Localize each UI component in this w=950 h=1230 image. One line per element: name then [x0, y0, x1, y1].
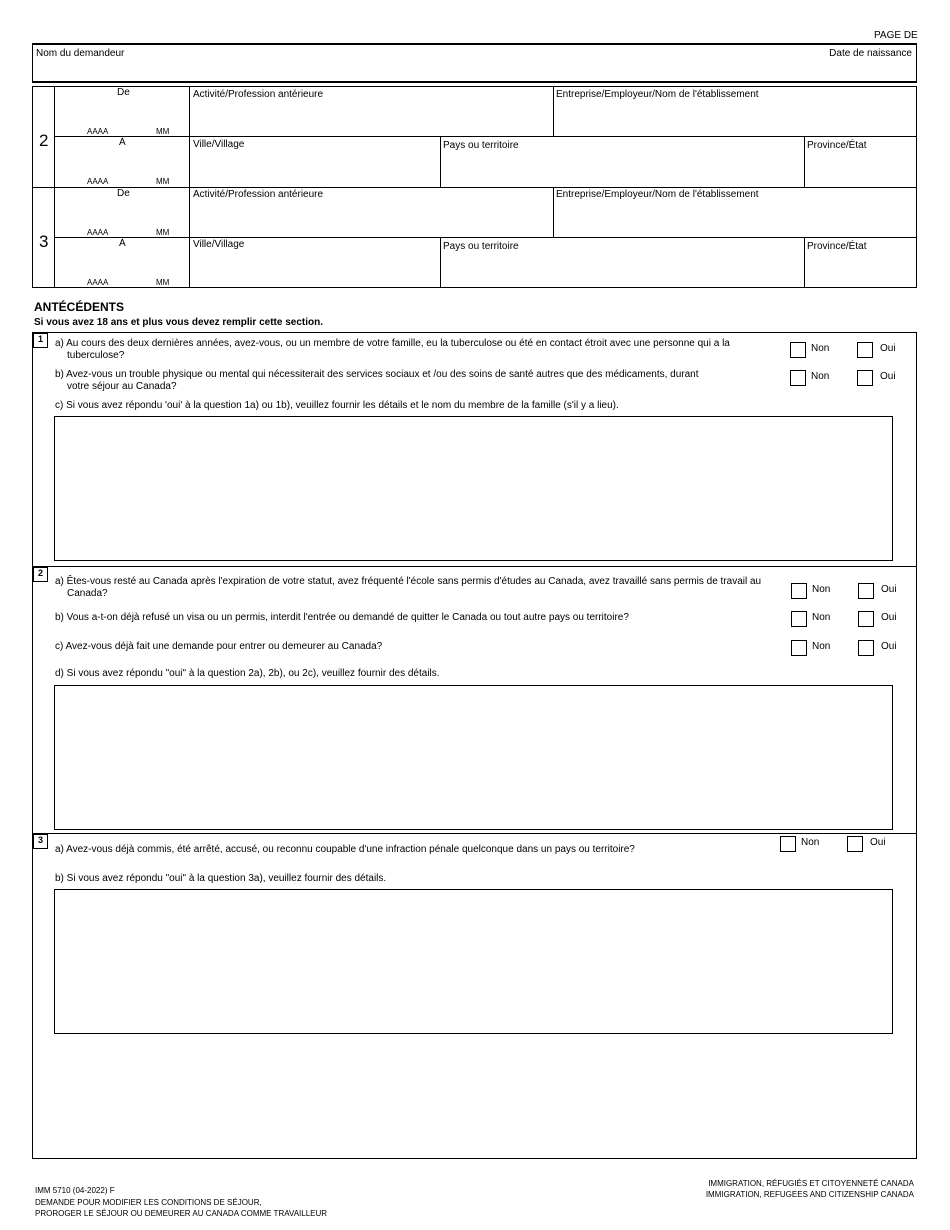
yes-label: Oui: [880, 371, 896, 382]
q2a-text-cont: Canada?: [67, 588, 108, 599]
q2b-no-checkbox[interactable]: [791, 611, 807, 627]
q2-details-field[interactable]: [54, 685, 893, 830]
q1b-text: b) Avez-vous un trouble physique ou mental qui nécessiterait des services sociaux et /ou des soins de santé autres que des médicaments, durant: [55, 369, 699, 380]
q1b-text-cont: votre séjour au Canada?: [67, 381, 177, 392]
background-title: ANTÉCÉDENTS: [34, 300, 125, 314]
applicant-header: [32, 43, 917, 83]
q2d-text: d) Si vous avez répondu "oui" à la question 2a), 2b), ou 2c), veuillez fournir des détails.: [55, 668, 440, 679]
q1a-yes-checkbox[interactable]: [857, 342, 873, 358]
employment-row-2: [32, 86, 917, 288]
date-of-birth-label: Date de naissance: [829, 48, 912, 59]
month-label: MM: [156, 127, 170, 136]
q1-details-field[interactable]: [54, 416, 893, 561]
form-title-line1: DEMANDE POUR MODIFIER LES CONDITIONS DE SÉJOUR,: [35, 1198, 262, 1207]
q3a-yes-checkbox[interactable]: [847, 836, 863, 852]
q2a-yes-checkbox[interactable]: [858, 583, 874, 599]
province-label: Province/État: [807, 241, 867, 252]
country-label: Pays ou territoire: [443, 140, 519, 151]
row-number: 3: [39, 232, 49, 251]
q1c-text: c) Si vous avez répondu 'oui' à la question 1a) ou 1b), veuillez fournir les détails et le nom du membre de la famille (s'il y a lieu).: [55, 400, 619, 411]
background-subtitle: Si vous avez 18 ans et plus vous devez remplir cette section.: [34, 317, 324, 328]
from-label: De: [117, 87, 130, 98]
form-title-line2: PROROGER LE SÉJOUR OU DEMEURER AU CANADA COMME TRAVAILLEUR: [35, 1209, 328, 1218]
city-label: Ville/Village: [193, 139, 245, 150]
yes-label: Oui: [880, 343, 896, 354]
q3a-no-checkbox[interactable]: [780, 836, 796, 852]
no-label: Non: [812, 641, 831, 652]
q3-details-field[interactable]: [54, 889, 893, 1034]
row-number: 2: [39, 131, 49, 150]
q2b-yes-checkbox[interactable]: [858, 611, 874, 627]
no-label: Non: [811, 371, 830, 382]
employer-label: Entreprise/Employeur/Nom de l'établissement: [556, 189, 759, 200]
no-label: Non: [801, 837, 820, 848]
q2a-no-checkbox[interactable]: [791, 583, 807, 599]
q2c-text: c) Avez-vous déjà fait une demande pour entrer ou demeurer au Canada?: [55, 641, 383, 652]
month-label: MM: [156, 228, 170, 237]
employer-label: Entreprise/Employeur/Nom de l'établissement: [556, 89, 759, 100]
month-label: MM: [156, 278, 170, 287]
department-fr: IMMIGRATION, RÉFUGIÉS ET CITOYENNETÉ CANADA: [708, 1179, 914, 1188]
question-number: 2: [33, 567, 48, 582]
page-label: PAGE DE: [874, 30, 918, 41]
yes-label: Oui: [881, 612, 897, 623]
yes-label: Oui: [870, 837, 886, 848]
activity-label: Activité/Profession antérieure: [193, 89, 324, 100]
department-en: IMMIGRATION, REFUGEES AND CITIZENSHIP CANADA: [705, 1190, 914, 1199]
q1a-text: a) Au cours des deux dernières années, avez-vous, ou un membre de votre famille, eu la tuberculose ou été en contact étroit avec une personne qui a la: [55, 338, 730, 349]
applicant-name-label: Nom du demandeur: [36, 48, 125, 59]
q2a-text: a) Êtes-vous resté au Canada après l'expiration de votre statut, avez fréquenté l'école sans permis d'études au Canada, avez travaillé sans permis de travail au: [55, 576, 762, 587]
q1b-yes-checkbox[interactable]: [857, 370, 873, 386]
country-label: Pays ou territoire: [443, 241, 519, 252]
no-label: Non: [812, 584, 831, 595]
q1a-text-cont: tuberculose?: [67, 350, 125, 361]
q3b-text: b) Si vous avez répondu "oui" à la question 3a), veuillez fournir des détails.: [55, 873, 387, 884]
activity-label: Activité/Profession antérieure: [193, 189, 324, 200]
province-label: Province/État: [807, 140, 867, 151]
q1b-no-checkbox[interactable]: [790, 370, 806, 386]
q2c-yes-checkbox[interactable]: [858, 640, 874, 656]
city-label: Ville/Village: [193, 239, 245, 250]
year-label: AAAA: [87, 127, 109, 136]
form-id: IMM 5710 (04-2022) F: [35, 1186, 115, 1195]
year-label: AAAA: [87, 228, 109, 237]
no-label: Non: [812, 612, 831, 623]
month-label: MM: [156, 177, 170, 186]
to-label: À: [119, 238, 126, 249]
year-label: AAAA: [87, 177, 109, 186]
yes-label: Oui: [881, 584, 897, 595]
question-number: 1: [33, 333, 48, 348]
q2c-no-checkbox[interactable]: [791, 640, 807, 656]
from-label: De: [117, 188, 130, 199]
to-label: À: [119, 137, 126, 148]
q2b-text: b) Vous a-t-on déjà refusé un visa ou un permis, interdit l'entrée ou demandé de quitter le Canada ou tout autre pays ou territoire?: [55, 612, 629, 623]
year-label: AAAA: [87, 278, 109, 287]
q3a-text: a) Avez-vous déjà commis, été arrêté, accusé, ou reconnu coupable d'une infraction pénale quelconque dans un pays ou territoire?: [55, 844, 635, 855]
yes-label: Oui: [881, 641, 897, 652]
no-label: Non: [811, 343, 830, 354]
question-number: 3: [33, 834, 48, 849]
q1a-no-checkbox[interactable]: [790, 342, 806, 358]
